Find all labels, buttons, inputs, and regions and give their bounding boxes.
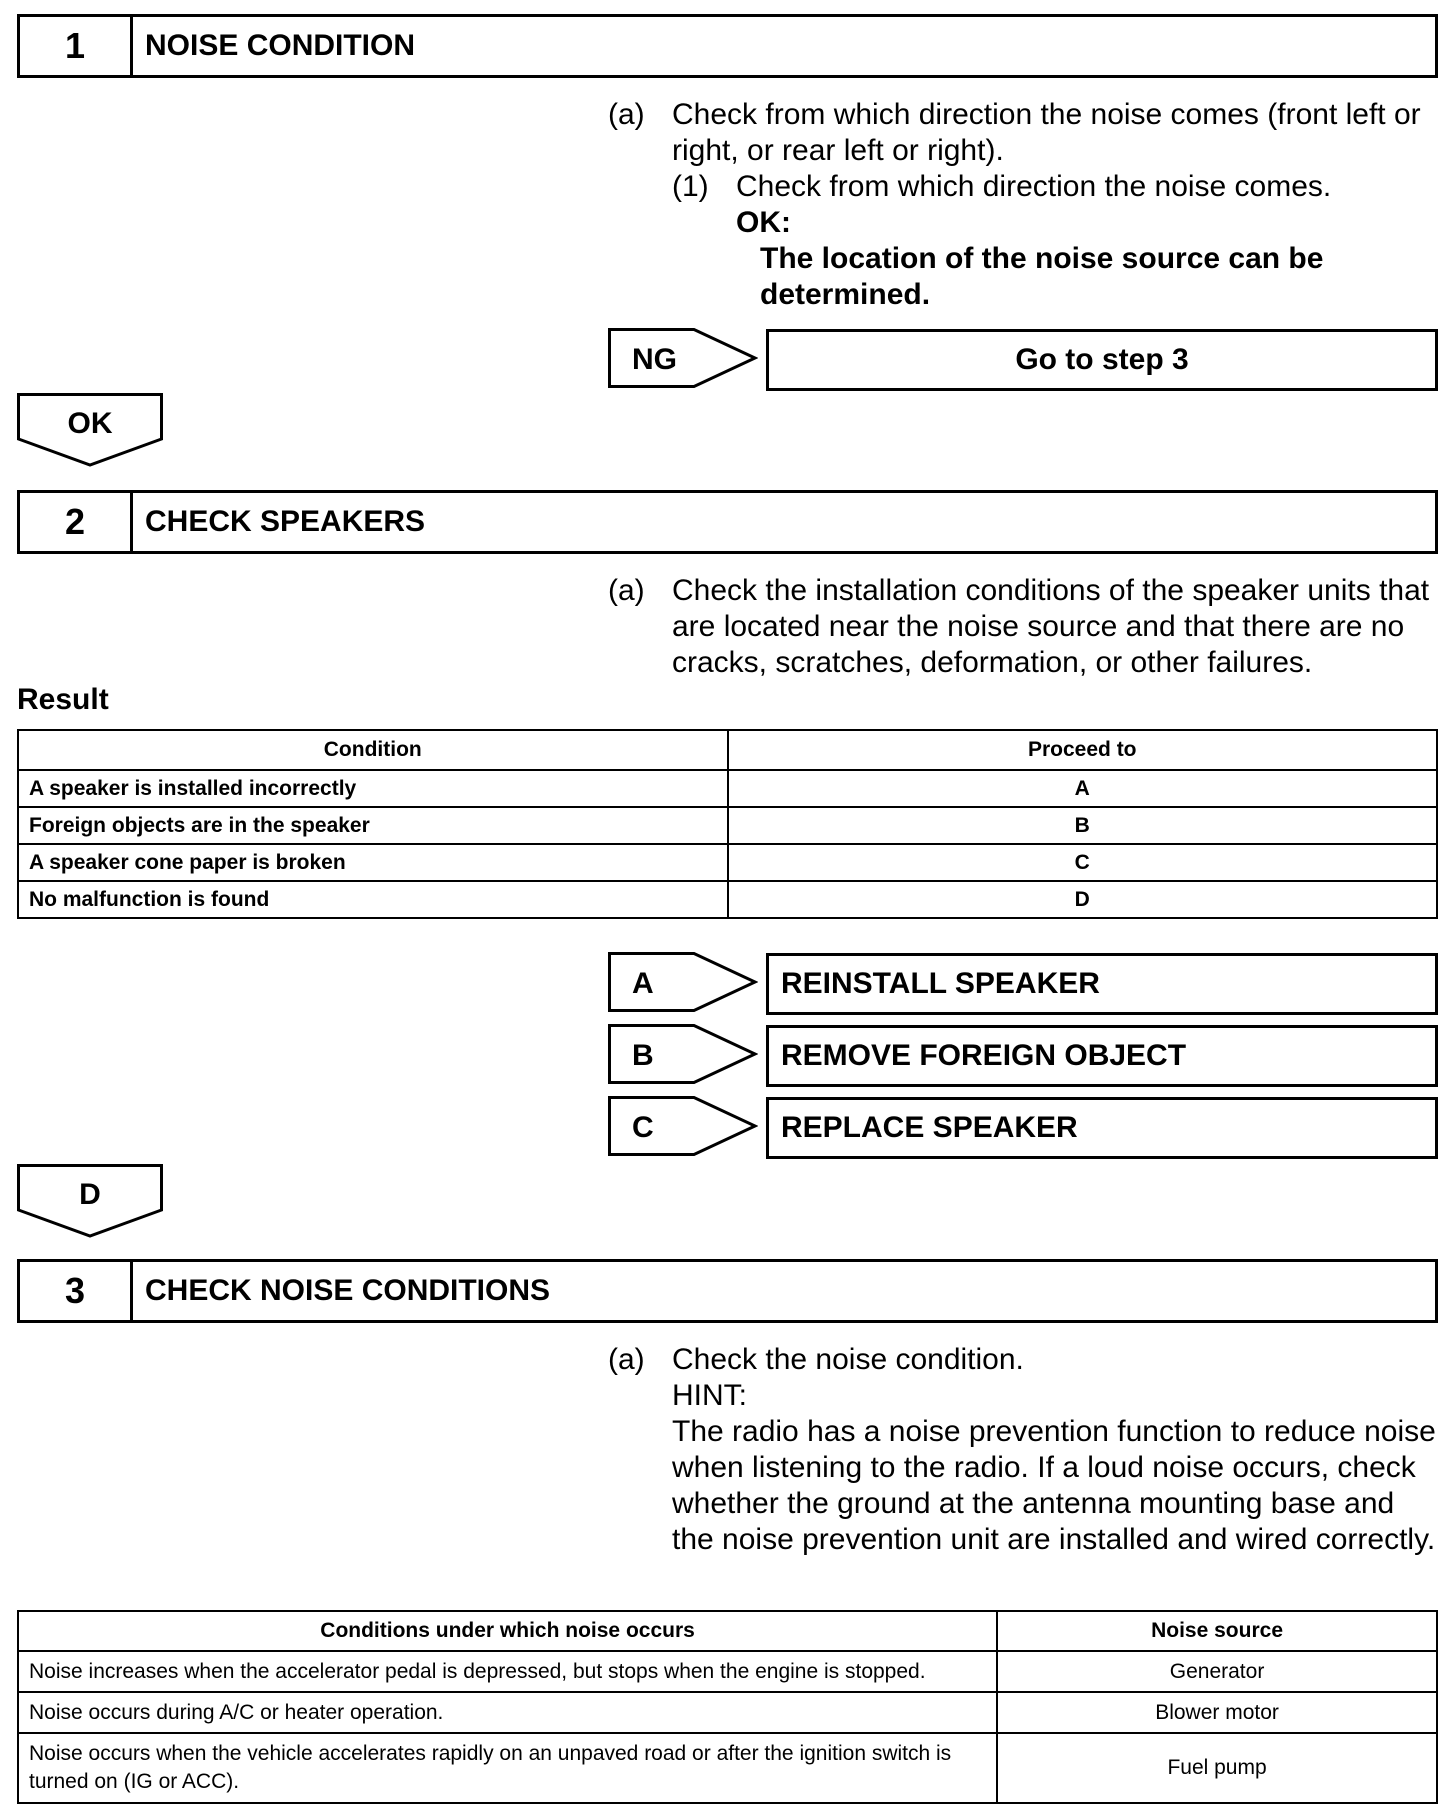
ok-arrow-label: OK bbox=[67, 407, 113, 440]
result-label: Result bbox=[17, 683, 109, 716]
step-number: 1 bbox=[20, 17, 133, 75]
condition-cell: A speaker cone paper is broken bbox=[18, 844, 728, 881]
branch-b-arrow bbox=[608, 1024, 758, 1084]
branch-a-arrow bbox=[608, 952, 758, 1012]
table-header-row bbox=[18, 730, 1437, 770]
ng-arrow bbox=[608, 328, 758, 388]
step-1-header bbox=[17, 14, 1438, 78]
step-3-header bbox=[17, 1259, 1438, 1323]
sub-item-label: (1) bbox=[672, 170, 709, 203]
step-number: 3 bbox=[20, 1262, 133, 1320]
branch-c-arrow bbox=[608, 1096, 758, 1156]
result-table bbox=[17, 729, 1438, 919]
table-row bbox=[18, 1651, 1437, 1692]
action-label: REINSTALL SPEAKER bbox=[781, 967, 1100, 1000]
proceed-cell: D bbox=[728, 881, 1438, 918]
table-row bbox=[18, 1692, 1437, 1733]
ok-criteria-label: OK: bbox=[736, 206, 791, 239]
instruction-text: Check from which direction the noise comes (front left or right, or rear left or right). bbox=[672, 98, 1421, 167]
instruction-text: Check the installation conditions of the speaker units that are located near the noise source and that there are no cracks, scratches, deformation, or other failures. bbox=[672, 574, 1430, 679]
column-header: Condition bbox=[18, 730, 728, 770]
table-row bbox=[18, 844, 1437, 881]
item-label: (a) bbox=[608, 574, 645, 607]
action-label: REPLACE SPEAKER bbox=[781, 1111, 1078, 1144]
step-2-header bbox=[17, 490, 1438, 554]
ng-label: NG bbox=[632, 343, 677, 376]
go-to-step-label: Go to step 3 bbox=[1015, 343, 1189, 376]
condition-cell: Noise occurs during A/C or heater operation. bbox=[18, 1692, 997, 1733]
table-row bbox=[18, 1733, 1437, 1803]
condition-cell: Noise increases when the accelerator pedal is depressed, but stops when the engine is stopped. bbox=[18, 1651, 997, 1692]
instruction-text: Check the noise condition. bbox=[672, 1343, 1024, 1376]
condition-cell: Noise occurs when the vehicle accelerates rapidly on an unpaved road or after the ignition switch is turned on (IG or ACC). bbox=[18, 1733, 997, 1803]
step-title: CHECK NOISE CONDITIONS bbox=[145, 1274, 551, 1307]
hint-text: The radio has a noise prevention function to reduce noise when listening to the radio. If a loud noise occurs, check whether the ground at the antenna mounting base and the noise prevention unit are installed and wired correctly. bbox=[672, 1415, 1436, 1556]
condition-cell: A speaker is installed incorrectly bbox=[18, 770, 728, 807]
step-title: NOISE CONDITION bbox=[145, 29, 416, 62]
ok-down-arrow bbox=[17, 393, 163, 468]
proceed-cell: A bbox=[728, 770, 1438, 807]
noise-source-cell: Blower motor bbox=[997, 1692, 1437, 1733]
step-number: 2 bbox=[20, 493, 133, 551]
condition-cell: Foreign objects are in the speaker bbox=[18, 807, 728, 844]
noise-source-table bbox=[17, 1610, 1438, 1804]
item-label: (a) bbox=[608, 98, 645, 131]
item-label: (a) bbox=[608, 1343, 645, 1376]
condition-cell: No malfunction is found bbox=[18, 881, 728, 918]
column-header: Conditions under which noise occurs bbox=[18, 1611, 997, 1651]
d-arrow-label: D bbox=[79, 1178, 101, 1211]
column-header: Proceed to bbox=[728, 730, 1438, 770]
hint-label: HINT: bbox=[672, 1379, 747, 1412]
sub-instruction-text: Check from which direction the noise comes. bbox=[736, 170, 1332, 203]
replace-speaker-box[interactable] bbox=[766, 1097, 1438, 1159]
action-label: REMOVE FOREIGN OBJECT bbox=[781, 1039, 1187, 1072]
noise-source-cell: Fuel pump bbox=[997, 1733, 1437, 1803]
proceed-cell: B bbox=[728, 807, 1438, 844]
d-down-arrow bbox=[17, 1164, 163, 1239]
table-row bbox=[18, 807, 1437, 844]
table-header-row bbox=[18, 1611, 1437, 1651]
branch-label: B bbox=[632, 1039, 654, 1072]
reinstall-speaker-box[interactable] bbox=[766, 953, 1438, 1015]
go-to-step-3-box[interactable] bbox=[766, 329, 1438, 391]
proceed-cell: C bbox=[728, 844, 1438, 881]
remove-foreign-object-box[interactable] bbox=[766, 1025, 1438, 1087]
ok-criteria-text: The location of the noise source can be determined. bbox=[760, 242, 1324, 311]
table-row bbox=[18, 881, 1437, 918]
branch-label: C bbox=[632, 1111, 654, 1144]
branch-label: A bbox=[632, 967, 654, 1000]
table-row bbox=[18, 770, 1437, 807]
column-header: Noise source bbox=[997, 1611, 1437, 1651]
step-title: CHECK SPEAKERS bbox=[145, 505, 426, 538]
noise-source-cell: Generator bbox=[997, 1651, 1437, 1692]
